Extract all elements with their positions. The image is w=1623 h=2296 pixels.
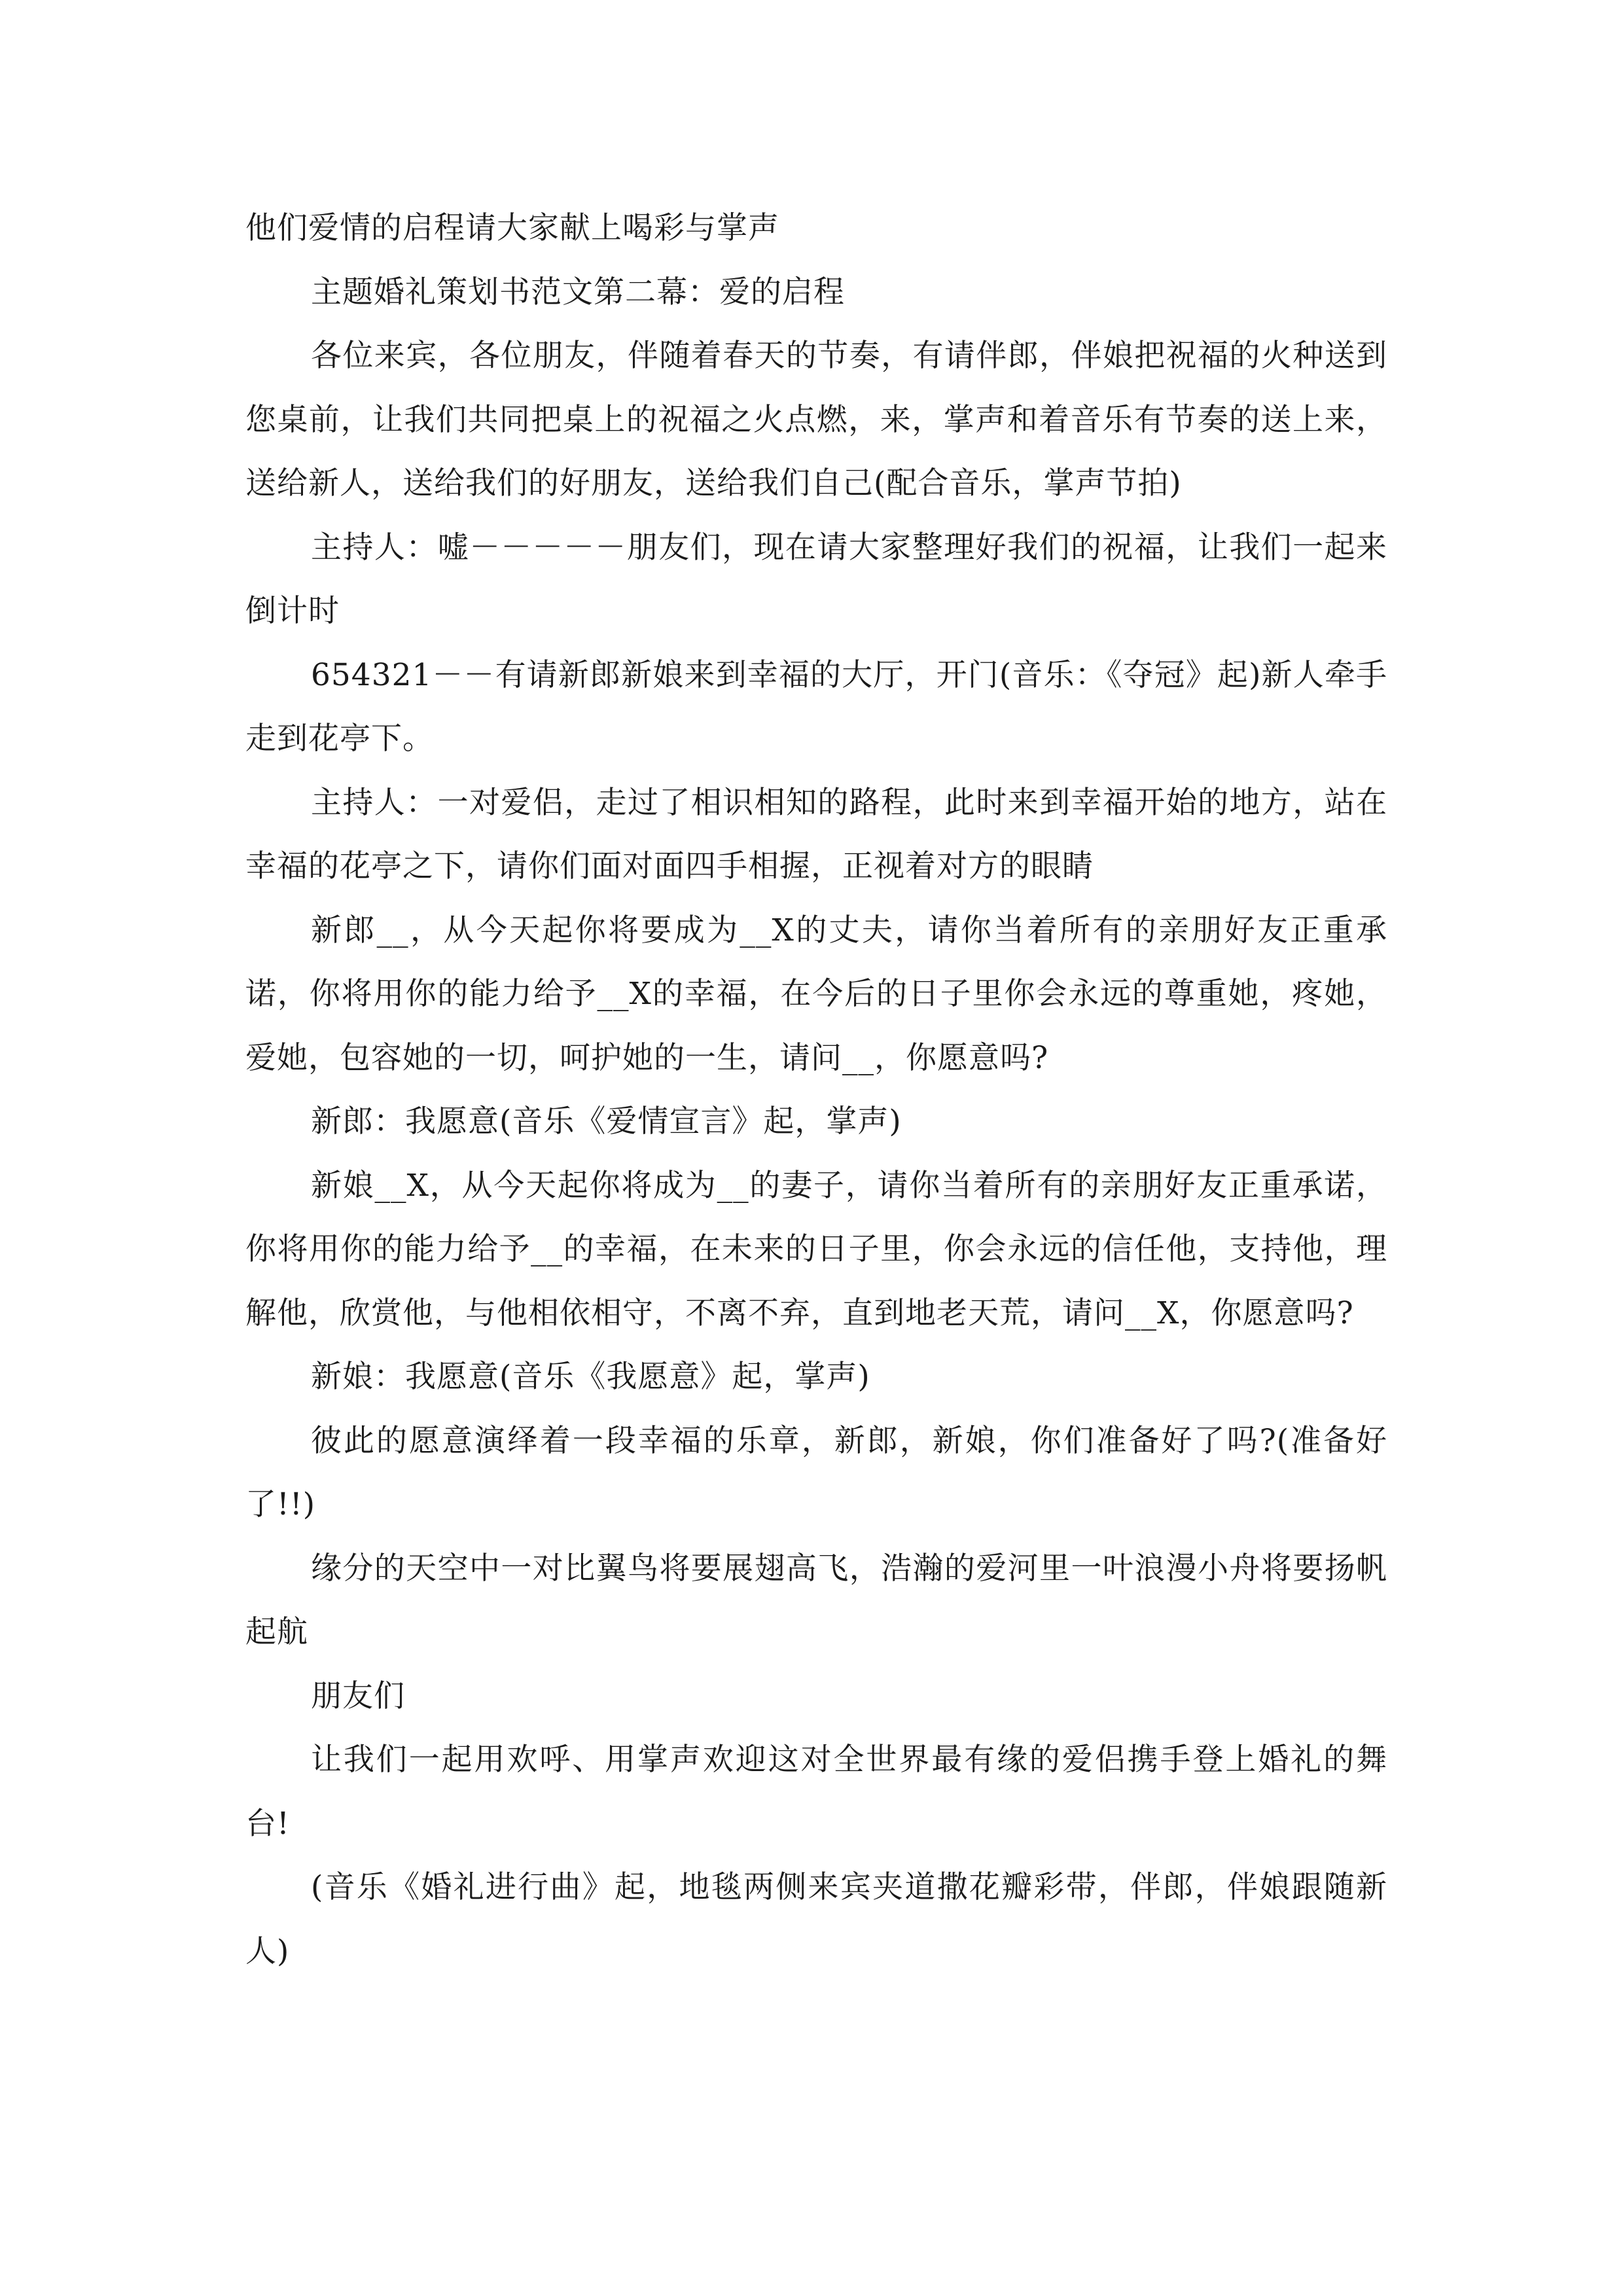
paragraph: 654321－－有请新郎新娘来到幸福的大厅，开门(音乐：《夺冠》起)新人牵手走到花亭下。 (245, 656, 1387, 757)
paragraph: 主持人：嘘－－－－－朋友们，现在请大家整理好我们的祝福，让我们一起来倒计时 (245, 529, 1387, 629)
paragraph: 各位来宾，各位朋友，伴随着春天的节奏，有请伴郎，伴娘把祝福的火种送到您桌前，让我们共同把桌上的祝福之火点燃，来，掌声和着音乐有节奏的送上来，送给新人，送给我们的好朋友，送给我们自己(配合音乐，掌声节拍) (245, 338, 1387, 501)
document-body (245, 196, 1387, 1983)
paragraph: (音乐《婚礼进行曲》起，地毯两侧来宾夹道撒花瓣彩带，伴郎，伴娘跟随新人) (245, 1869, 1387, 1969)
paragraph: 彼此的愿意演绎着一段幸福的乐章，新郎，新娘，你们准备好了吗?(准备好了!!) (245, 1422, 1387, 1522)
paragraph: 新娘__X，从今天起你将成为__的妻子，请你当着所有的亲朋好友正重承诺，你将用你的能力给予__的幸福，在未来的日子里，你会永远的信任他，支持他，理解他，欣赏他，与他相依相守，不离不弃，直到地老天荒，请问__X，你愿意吗? (245, 1167, 1387, 1331)
paragraph: 让我们一起用欢呼、用掌声欢迎这对全世界最有缘的爱侣携手登上婚礼的舞台! (245, 1742, 1387, 1842)
paragraph: 缘分的天空中一对比翼鸟将要展翅高飞，浩瀚的爱河里一叶浪漫小舟将要扬帆起航 (245, 1550, 1387, 1650)
paragraph: 新娘：我愿意(音乐《我愿意》起，掌声) (311, 1359, 870, 1395)
paragraph-continuation: 他们爱情的启程请大家献上喝彩与掌声 (245, 210, 779, 246)
paragraph: 主持人：一对爱侣，走过了相识相知的路程，此时来到幸福开始的地方，站在幸福的花亭之下，请你们面对面四手相握，正视着对方的眼睛 (245, 784, 1387, 884)
section-heading: 主题婚礼策划书范文第二幕：爱的启程 (311, 274, 845, 310)
paragraph: 新郎：我愿意(音乐《爱情宣言》起，掌声) (311, 1103, 902, 1139)
paragraph: 新郎__，从今天起你将要成为__X的丈夫，请你当着所有的亲朋好友正重承诺，你将用你的能力给予__X的幸福，在今后的日子里你会永远的尊重她，疼她，爱她，包容她的一切，呵护她的一生，请问__，你愿意吗? (245, 912, 1387, 1076)
paragraph: 朋友们 (311, 1677, 405, 1714)
